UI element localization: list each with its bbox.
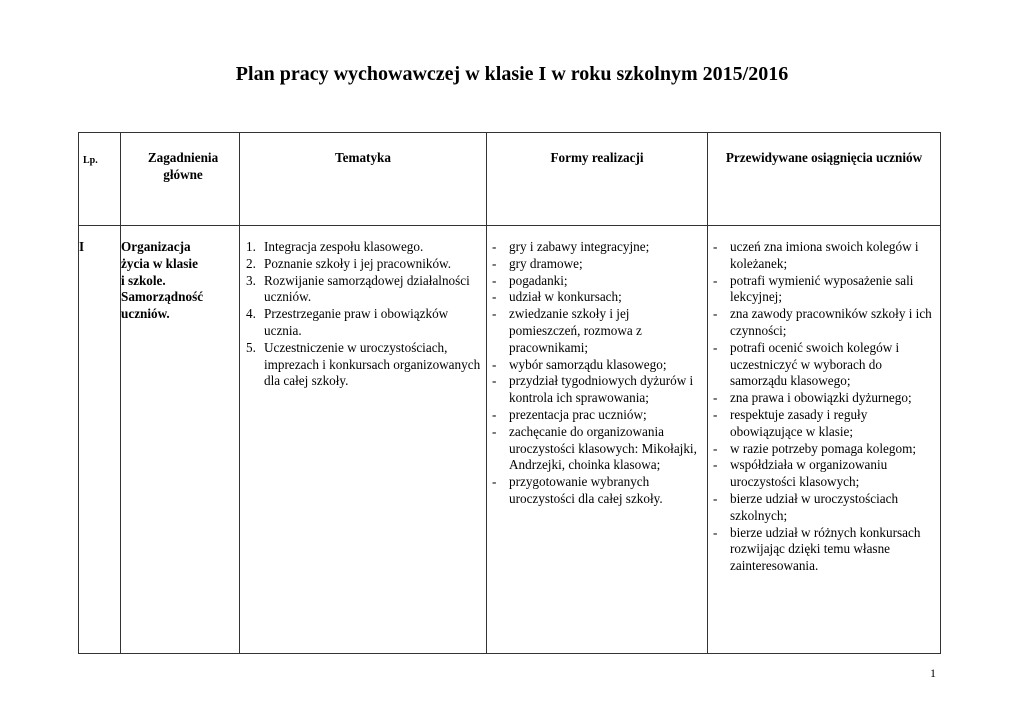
item-number: 5.: [246, 339, 256, 355]
dash-marker: -: [713, 440, 718, 456]
item-text: uczeń zna imiona swoich kolegów i koleżanek;: [730, 239, 919, 271]
list-item: [713, 457, 936, 491]
list-item: [246, 306, 482, 340]
item-text: bierze udział w uroczystościach szkolnych;: [730, 490, 899, 523]
list-item: [713, 407, 936, 441]
list-item: [492, 239, 703, 256]
dash-marker: -: [713, 457, 718, 473]
dash-marker: -: [492, 373, 497, 389]
item-text: wybór samorządu klasowego;: [509, 356, 667, 372]
page-title: Plan pracy wychowawczej w klasie I w roku szkolnym 2015/2016: [235, 63, 789, 85]
item-text: udział w konkursach;: [509, 289, 622, 305]
osiagniecia-list: [708, 239, 940, 575]
item-text: przydział tygodniowych dyżurów i kontrola ich sprawowania;: [509, 373, 694, 406]
zagadnienia-line: Samorządność: [121, 289, 204, 305]
dash-marker: -: [492, 289, 497, 305]
item-text: Uczestniczenie w uroczystościach, imprezach i konkursach organizowanych dla całej szkoły.: [264, 339, 481, 389]
list-item: [492, 373, 703, 407]
zagadnienia-line: uczniów.: [121, 306, 170, 322]
header-zagadnienia: Zagadnienia główne: [121, 133, 240, 226]
list-item: [492, 474, 703, 508]
header-formy: Formy realizacji: [487, 133, 708, 226]
item-text: prezentacja prac uczniów;: [509, 406, 647, 422]
list-item: [246, 340, 482, 390]
header-tematyka: Tematyka: [240, 133, 487, 226]
dash-marker: -: [713, 306, 718, 322]
dash-marker: -: [492, 255, 497, 271]
page-number: 1: [930, 666, 936, 680]
header-lp: Lp.: [79, 133, 121, 226]
dash-marker: -: [492, 406, 497, 422]
cell-tematyka: [240, 226, 487, 654]
item-text: Przestrzeganie praw i obowiązków ucznia.: [264, 306, 449, 338]
item-text: współdziała w organizowaniu uroczystości klasowych;: [730, 457, 888, 490]
formy-list: [487, 239, 707, 508]
list-item: [713, 390, 936, 407]
cell-formy: [487, 226, 708, 654]
dash-marker: -: [492, 306, 497, 322]
list-item: [246, 256, 482, 273]
zagadnienia-line: życia w klasie: [121, 255, 198, 271]
list-item: [492, 256, 703, 273]
table-row: [79, 226, 941, 654]
dash-marker: -: [713, 406, 718, 422]
dash-marker: -: [713, 390, 718, 406]
item-text: potrafi wymienić wyposażenie sali lekcyjnej;: [730, 272, 914, 305]
table-header-row: [79, 133, 941, 226]
dash-marker: -: [713, 339, 718, 355]
list-item: [713, 441, 936, 458]
item-text: przygotowanie wybranych uroczystości dla całej szkoły.: [509, 474, 663, 506]
list-item: [492, 357, 703, 374]
item-text: gry i zabawy integracyjne;: [509, 239, 650, 254]
item-text: gry dramowe;: [509, 255, 583, 271]
list-item: [246, 239, 482, 256]
list-item: [492, 273, 703, 290]
item-text: Poznanie szkoły i jej pracowników.: [264, 255, 452, 271]
list-item: [492, 424, 703, 474]
dash-marker: -: [713, 490, 718, 506]
cell-zagadnienia: [121, 226, 240, 654]
dash-marker: -: [492, 474, 497, 490]
item-text: bierze udział w różnych konkursach rozwijając dzięki temu własne zainteresowania.: [730, 524, 921, 574]
plan-table: [78, 132, 941, 654]
list-item: [492, 407, 703, 424]
list-item: [713, 491, 936, 525]
list-item: [492, 306, 703, 356]
cell-osiagniecia: [708, 226, 941, 654]
dash-marker: -: [492, 356, 497, 372]
item-text: zna zawody pracowników szkoły i ich czynności;: [730, 306, 932, 338]
list-item: [246, 273, 482, 307]
list-item: [713, 525, 936, 575]
item-text: zachęcanie do organizowania uroczystości klasowych: Mikołajki, Andrzejki, choinka klasowa;: [509, 423, 697, 473]
dash-marker: -: [713, 524, 718, 540]
item-text: zna prawa i obowiązki dyżurnego;: [730, 390, 912, 406]
tematyka-list: [240, 239, 486, 390]
item-text: pogadanki;: [509, 272, 568, 288]
item-text: potrafi ocenić swoich kolegów i uczestniczyć w wyborach do samorządu klasowego;: [730, 339, 900, 389]
dash-marker: -: [492, 272, 497, 288]
dash-marker: -: [492, 239, 497, 254]
item-text: zwiedzanie szkoły i jej pomieszczeń, rozmowa z pracownikami;: [509, 306, 642, 355]
list-item: [492, 289, 703, 306]
list-item: [713, 273, 936, 307]
list-item: [713, 340, 936, 390]
dash-marker: -: [492, 423, 497, 439]
item-number: 4.: [246, 306, 256, 322]
dash-marker: -: [713, 239, 718, 254]
dash-marker: -: [713, 272, 718, 288]
item-text: Rozwijanie samorządowej działalności uczniów.: [264, 272, 470, 305]
item-number: 1.: [246, 239, 256, 254]
zagadnienia-line: Organizacja: [121, 239, 191, 254]
zagadnienia-line: i szkole.: [121, 272, 166, 288]
item-text: Integracja zespołu klasowego.: [264, 239, 424, 254]
cell-lp: I: [79, 226, 121, 654]
item-number: 3.: [246, 272, 256, 288]
list-item: [713, 306, 936, 340]
list-item: [713, 239, 936, 273]
item-text: w razie potrzeby pomaga kolegom;: [730, 440, 917, 456]
item-text: respektuje zasady i reguły obowiązujące w klasie;: [730, 406, 868, 439]
header-osiagniecia: Przewidywane osiągnięcia uczniów: [708, 133, 941, 226]
item-number: 2.: [246, 255, 256, 271]
